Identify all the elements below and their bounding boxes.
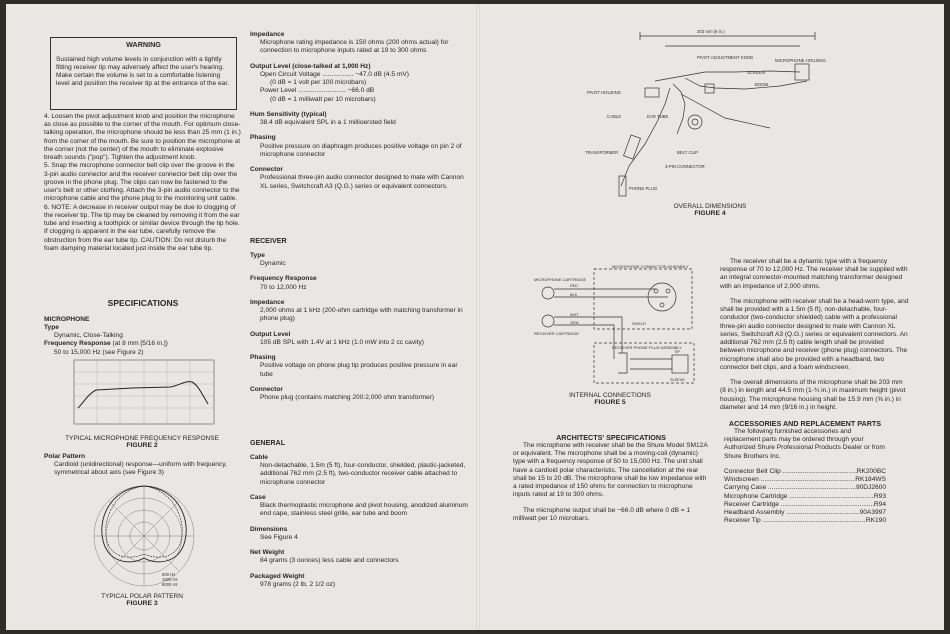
part-name: Windscreen ..... (724, 476, 855, 484)
spec-value: See Figure 4 (260, 533, 298, 541)
architects-title: ARCHITECTS' SPECIFICATIONS (556, 433, 666, 442)
spec-heading: Case (250, 493, 266, 501)
fig4-ear-tube-label: EAR TUBE (647, 114, 669, 119)
part-number: R94 (873, 500, 886, 508)
spec-heading: Phasing (250, 134, 276, 142)
warning-title: WARNING (126, 40, 161, 49)
fig4-3pin-label: 3-PIN CONNECTOR (665, 164, 705, 169)
spec-heading: Dimensions (250, 525, 288, 533)
dimensions-paragraph: The overall dimensions of the microphone shall be 203 mm (8 in.) in length and 44.5 mm (1-¾ in.) in maximum height (pivot housing). The microphone housing shall be 15.9 mm (⅝ in.) in diameter and 14 mm (9/16 in.) in height. (720, 379, 906, 411)
fig5-tip-label: TIP (674, 350, 680, 354)
spec-value: (0 dB = 1 volt per 100 microbars) (270, 79, 367, 87)
step-4: 4. Loosen the pivot adjustment knob and position the microphone as close as possible to the corner of the mouth. For optimum close-talking operation, the microphone should be less than 25 mm (1 in.) from the corner of the mouth. Be sure to position the microphone at the corner (not the center) of the mouth to eliminate explosive breath sounds ("pop"). Tighten the adjustment knob. (44, 113, 241, 162)
freq-value: 50 to 15,000 Hz (see Figure 2) (54, 348, 144, 356)
warning-text: Sustained high volume levels in conjunction with a tightly fitting receiver tip may adversely affect the user's hearing. Make certain the volume is set to a comfortable listening level and position the receiver tip at the entrance of the ear. (56, 56, 230, 88)
mic-type-label: Type (44, 323, 59, 331)
spec-value: 978 grams (2 lb, 2 1/2 oz) (260, 580, 336, 588)
accessories-section (724, 419, 886, 526)
receiver-title: RECEIVER (250, 236, 287, 245)
figure-4-caption (620, 203, 800, 217)
spec-heading: Impedance (250, 298, 285, 306)
fig4-phone-plug-label: PHONE PLUG (629, 186, 658, 191)
polar-pattern-spec (44, 453, 242, 478)
installation-steps (44, 113, 242, 253)
specifications-section (44, 298, 242, 357)
spec-heading: Frequency Response (250, 275, 317, 283)
mic-type-value: Dynamic, Close-Talking (54, 332, 123, 340)
architects-paragraph-2: The microphone output shall be −66.0 dB where 0 dB = 1 milliwatt per 10 microbars. (513, 506, 691, 522)
step-6: 6. NOTE: A decrease in receiver output may be due to clogging of the receiver tip. The tip may be cleaned by removing it from the ear tube and inserting a toothpick or similar device through the tip hole. If clogging is apparent in the ear tube, carefully remove the obstruction from the ear tube tip. CAUTION: Do not disturb the foam damping material located just inside the ear tube tip. (44, 203, 240, 252)
fig4-transformer-label: TRANSFORMER (585, 150, 619, 155)
figure-2-caption (52, 435, 232, 449)
spec-heading: Type (250, 252, 265, 259)
spec-value: Open Circuit Voltage ................. −47.0 dB (4.5 mV) (260, 70, 409, 78)
spec-heading: Cable (250, 454, 268, 461)
spec-value: Professional three-pin audio connector designed to mate with Cannon XL series, Switchcraft A3 (Q.G.) series or equivalent connectors. (260, 174, 464, 190)
fig4-screen-label: SCREEN (747, 70, 765, 75)
page-fold (476, 4, 480, 630)
spec-heading: Output Level (close-talked at 1,000 Hz) (250, 62, 371, 70)
spec-value: 2,000 ohms at 1 kHz (200-ohm cartridge with matching transformer in phone plug) (260, 307, 463, 323)
spec-value: 84 grams (3 ounces) less cable and connectors (260, 557, 399, 565)
part-row (724, 509, 886, 517)
architects-specifications (513, 433, 709, 523)
fig4-boom-label: BOOM (755, 82, 769, 87)
overall-dimensions-drawing (585, 26, 835, 206)
general-title: GENERAL (250, 438, 286, 447)
polar-legend-3: 6000 Hz (162, 582, 178, 587)
spec-heading: Packaged Weight (250, 572, 305, 580)
microphone-heading: MICROPHONE (44, 315, 90, 323)
fig4-belt-clip-label: BELT CLIP (677, 150, 699, 155)
fig4-pivot-housing-label: PIVOT HOUSING (587, 90, 622, 95)
fig5-red-label: RED (570, 284, 579, 288)
freq-note: (at 8 mm [5/16 in.]) (112, 340, 168, 348)
fig5-mic-connector-label: MICROPHONE CONNECTOR ASSEMBLY (612, 264, 689, 269)
spec-value: 38.4 dB equivalent SPL in a 1 millioersted field (260, 119, 396, 127)
receiver-specs (250, 236, 468, 402)
spec-heading: Phasing (250, 354, 276, 362)
freq-label: Frequency Response (44, 340, 111, 348)
warning-box (50, 37, 237, 110)
spec-output-level (250, 63, 468, 104)
spec-value: 105 dB SPL with 1.4V at 1 kHz (1.0 mW into 2 cc cavity) (260, 338, 424, 346)
polar-legend-2: 1000 Hz (162, 577, 178, 582)
part-name: Headband Assembly ..... (724, 509, 860, 517)
receiver-paragraph: The receiver shall be a dynamic type with a frequency response of 70 to 12,000 Hz. The receiver shall be supplied with an integral connector-mounted matching transformer designed with an impedance of 2,000 ohms. (720, 258, 908, 290)
spec-value: Positive pressure on diaphragm produces positive voltage on pin 2 of microphone connector (260, 142, 462, 158)
polar-label: Polar Pattern (44, 453, 86, 460)
internal-connections-schematic (522, 263, 702, 393)
spec-heading: Net Weight (250, 549, 285, 557)
part-row (724, 476, 886, 484)
fig5-shield-label: SHIELD (632, 322, 646, 326)
part-number: R93 (873, 492, 886, 500)
part-row (724, 468, 886, 476)
fig5-grn-label: GRN (570, 321, 579, 325)
fig4-dimension-label: 203 mm (8 in.) (697, 29, 725, 34)
part-number: 90A3997 (859, 509, 886, 517)
spec-value: Black thermoplastic microphone and pivot housing, anodized aluminum end cape, stainless steel grille, ear tube and boom (260, 502, 468, 518)
spec-value: Dynamic (260, 260, 286, 268)
part-name: Receiver Tip ..... (724, 517, 866, 525)
figure-2-title: TYPICAL MICROPHONE FREQUENCY RESPONSE (65, 435, 219, 442)
fig4-mic-housing-label: MICROPHONE HOUSING (775, 58, 826, 63)
figure-5-label: FIGURE 5 (594, 399, 626, 406)
spec-value: Power Level .......................... −66.0 dB (260, 87, 375, 95)
architects-specifications-continued (720, 258, 910, 412)
spec-connector (250, 166, 468, 191)
spec-value: (0 dB = 1 milliwatt per 10 microbars) (270, 95, 376, 103)
part-number: RK184WS (855, 476, 886, 484)
microphone-specs-column (250, 31, 468, 191)
spec-heading: Connector (250, 166, 283, 174)
figure-5-title: INTERNAL CONNECTIONS (569, 392, 651, 399)
part-name: Carrying Case ..... (724, 484, 856, 492)
specifications-title: SPECIFICATIONS (107, 298, 179, 308)
figure-5-caption (520, 392, 700, 406)
fig5-sleeve-label: SLEEVE (670, 378, 685, 382)
spec-heading: Impedance (250, 31, 285, 38)
part-row (724, 493, 886, 501)
fig5-blk-label: BLK (570, 293, 578, 297)
part-name: Receiver Cartridge ..... (724, 501, 874, 509)
figure-4-title: OVERALL DIMENSIONS (673, 203, 747, 210)
part-name: Connector Belt Clip ..... (724, 468, 857, 476)
spec-phasing (250, 134, 468, 159)
part-row (724, 501, 886, 509)
spec-value: Microphone rating impedance is 150 ohms (200 ohms actual) for connection to microphone inputs rated at 19 to 300 ohms (260, 39, 449, 55)
fig5-wht-label: WHT (570, 313, 579, 317)
architects-paragraph-1: The microphone with receiver shall be the Shure Model SM12A or equivalent. The microphone shall be a moving-coil (dynamic) type with a frequency response of 50 to 15,000 Hz. The unit shall have a cardioid polar characteristic. The cancellation at the rear shall be 15 to 20 dB. The microphone shall be low impedance with a rated impedance of 150 ohms for connection to microphone inputs rated at 19 to 300 ohms. (513, 442, 708, 499)
part-name: Microphone Cartridge ..... (724, 493, 874, 501)
part-row (724, 484, 886, 492)
spec-heading: Output Level (250, 330, 291, 338)
polar-value: Cardioid (unidirectional) response—uniform with frequency, symmetrical about axis (see Figure 3) (54, 461, 227, 477)
part-row (724, 517, 886, 525)
spec-value: Non-detachable, 1.5m (5 ft), four-conductor, shielded, plastic-jacketed, additional 762 mm (2.5 ft), two-conductor receiver cable attached to microphone connector (260, 462, 466, 486)
figure-4-label: FIGURE 4 (694, 210, 726, 217)
fig4-pivot-knob-label: PIVOT ADJUSTMENT KNOB (697, 55, 753, 60)
spec-impedance (250, 31, 468, 56)
fig5-phone-plug-label: RECEIVER PHONE PLUG ASSEMBLY (612, 345, 682, 350)
spec-heading: Connector (250, 385, 283, 393)
accessories-title: ACCESSORIES AND REPLACEMENT PARTS (728, 419, 882, 428)
part-number: 90DJ2600 (855, 484, 886, 492)
frequency-response-chart (62, 358, 220, 436)
figure-3-title: TYPICAL POLAR PATTERN (101, 593, 183, 600)
part-number: RK190 (865, 517, 886, 525)
polar-pattern-chart (88, 480, 200, 592)
polar-legend-1: 500 Hz (162, 572, 176, 577)
fig5-mic-cartridge-label: MICROPHONE CARTRIDGE (534, 277, 587, 282)
spec-heading: Hum Sensitivity (typical) (250, 110, 327, 118)
cable-paragraph: The microphone with receiver shall be a head-worn type, and shall be provided with a 1.5m (5 ft), non-detachable, four-conductor (two-conductor shielded) cable with a professional three-pin audio connector designed to mate with Cannon XL series, Switchcraft A3 (Q.G.) series or equivalent connectors. An additional 762 mm (2.5 ft) cable length shall be provided between microphone and receiver (phone plug) connectors. The microphone shall also be provided with a headband, two connector belt clips, and a foam windscreen. (720, 297, 909, 371)
fig4-cable-label: CABLE (607, 114, 622, 119)
fig5-receiver-cartridge-label: RECEIVER CARTRIDGE (534, 331, 580, 336)
general-specs (250, 438, 468, 589)
figure-3-label: FIGURE 3 (126, 600, 158, 607)
step-5: 5. Snap the microphone connector belt clip over the groove in the 3-pin audio connector and the receiver connector belt clip over the groove in the phone plug. The clips can now be fastened to the user's belt or other clothing. Attach the 3-pin audio connector to the microphone cable and the phone plug to the monitoring unit cable. (44, 162, 240, 203)
part-number: RK200BC (856, 467, 886, 475)
spec-value: Phone plug (contains matching 200:2,000 ohm transformer) (260, 394, 435, 402)
spec-value: 70 to 12,000 Hz (260, 283, 307, 291)
figure-2-label: FIGURE 2 (126, 442, 158, 449)
accessories-intro: The following furnished accessories and replacement parts may be ordered through your Authorized Shure Professional Products Dealer or from Shure Brothers Inc. (724, 428, 885, 460)
figure-3-caption (52, 593, 232, 607)
spec-hum (250, 111, 468, 127)
spec-value: Positive voltage on phone plug tip produces positive pressure in ear tube (260, 362, 458, 378)
